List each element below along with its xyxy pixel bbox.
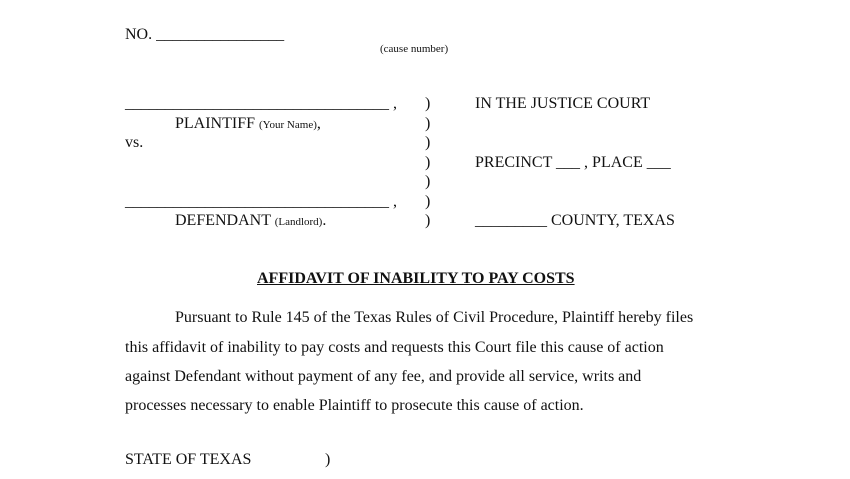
caption-paren: ) (425, 134, 431, 151)
plaintiff-comma: , (316, 115, 321, 132)
caption-paren: ) (425, 193, 431, 210)
defendant-label-row (175, 212, 326, 230)
cause-number-label: (cause number) (380, 43, 449, 55)
county-line: _________ COUNTY, TEXAS (475, 212, 675, 229)
cause-number-line: NO. ________________ (125, 26, 285, 43)
state-paren: ) (325, 451, 331, 468)
defendant-period: . (322, 212, 327, 229)
plaintiff-label-row (175, 115, 321, 133)
versus-label: vs. (125, 134, 144, 151)
plaintiff-hint: (Your Name) (259, 119, 317, 131)
paragraph-line: Pursuant to Rule 145 of the Texas Rules of Civil Procedure, Plaintiff hereby files (175, 309, 694, 326)
defendant-hint: (Landlord) (274, 216, 323, 228)
precinct-place: PRECINCT ___ , PLACE ___ (475, 154, 671, 171)
document-title: AFFIDAVIT OF INABILITY TO PAY COSTS (257, 270, 575, 287)
caption-paren: ) (425, 173, 431, 190)
caption-paren: ) (425, 115, 431, 132)
plaintiff-name-line: _________________________________ , (125, 95, 397, 112)
caption-paren: ) (425, 95, 431, 112)
state-label: STATE OF TEXAS (125, 451, 252, 468)
plaintiff-label: PLAINTIFF (175, 115, 256, 132)
caption-paren: ) (425, 154, 431, 171)
caption-paren: ) (425, 212, 431, 229)
paragraph-line: processes necessary to enable Plaintiff to prosecute this cause of action. (125, 397, 584, 414)
court-name: IN THE JUSTICE COURT (475, 95, 651, 112)
paragraph-line: this affidavit of inability to pay costs and requests this Court file this cause of action (125, 339, 664, 356)
defendant-label: DEFENDANT (175, 212, 271, 229)
defendant-name-line: _________________________________ , (125, 193, 397, 210)
paragraph-line: against Defendant without payment of any fee, and provide all service, writs and (125, 368, 642, 385)
